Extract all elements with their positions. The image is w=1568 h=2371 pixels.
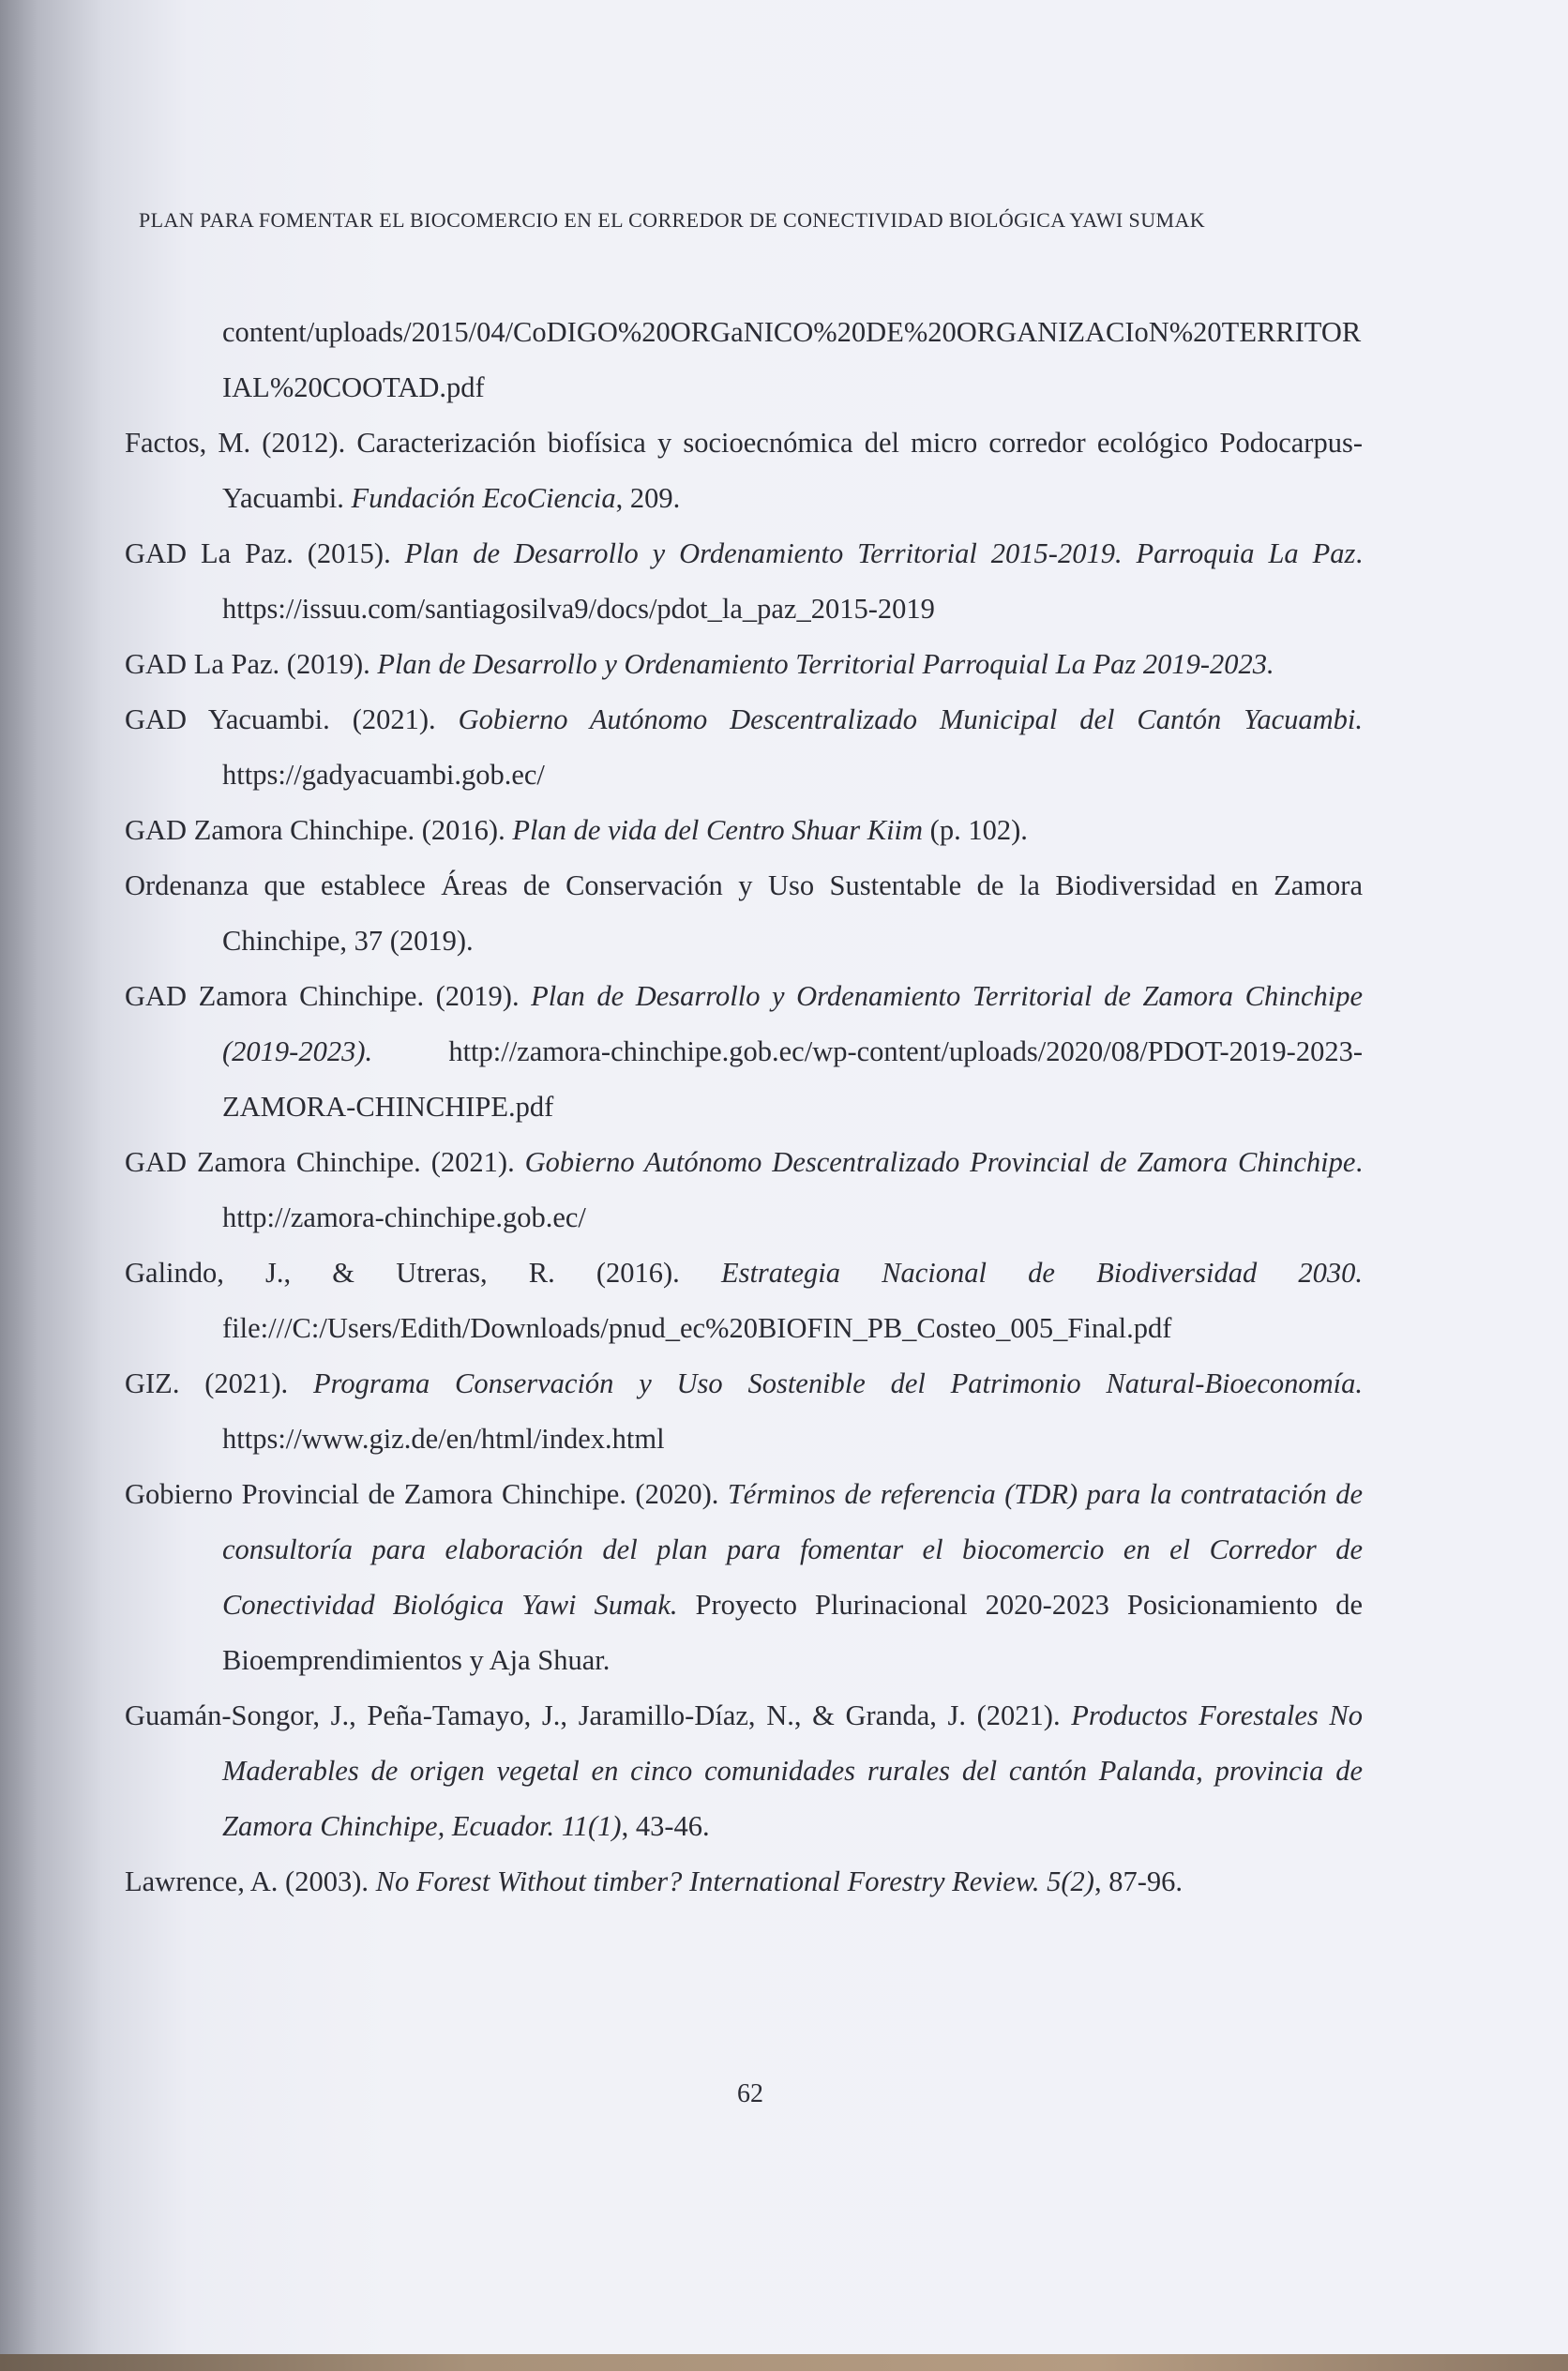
reference-entry (125, 526, 1363, 637)
reference-title: Plan de Desarrollo y Ordenamiento Territorial de Zamora Chinchipe (2019-2023). (222, 980, 1364, 1067)
reference-text: https://www.giz.de/en/html/index.html (222, 1423, 665, 1455)
reference-text: , 87-96. (1093, 1865, 1184, 1897)
reference-title: Gobierno Autónomo Descentralizado Provincial de Zamora Chinchipe (524, 1146, 1356, 1178)
page-number: 62 (737, 2079, 763, 2108)
reference-text: , 43-46. (621, 1810, 710, 1842)
table-surface-edge (0, 2354, 1568, 2371)
reference-entry (125, 305, 1363, 415)
reference-text: https://gadyacuambi.gob.ec/ (222, 759, 545, 791)
reference-text: GAD Zamora Chinchipe. (2019). (125, 980, 532, 1012)
reference-entry (125, 969, 1363, 1135)
reference-text: GAD Zamora Chinchipe. (2021). (125, 1146, 525, 1178)
reference-title: Fundación EcoCiencia (351, 482, 616, 514)
reference-title: Estrategia Nacional de Biodiversidad 2030. (720, 1257, 1363, 1289)
reference-text: GIZ. (2021). (125, 1367, 313, 1399)
reference-list (125, 305, 1363, 1910)
reference-text: , 209. (615, 482, 681, 514)
reference-entry (125, 1688, 1363, 1854)
reference-text: Lawrence, A. (2003). (125, 1865, 376, 1897)
reference-text: content/uploads/2015/04/CoDIGO%20ORGaNICO%20DE%20ORGANIZACIoN%20TERRITORIAL%20COOTAD.pdf (222, 316, 1362, 403)
reference-text: Galindo, J., & Utreras, R. (2016). (125, 1257, 721, 1289)
reference-entry (125, 1854, 1363, 1910)
reference-text: file:///C:/Users/Edith/Downloads/pnud_ec%20BIOFIN_PB_Costeo_005_Final.pdf (222, 1312, 1172, 1344)
reference-title: Gobierno Autónomo Descentralizado Municipal del Cantón Yacuambi. (458, 703, 1363, 735)
reference-title: Productos Forestales No Maderables de origen vegetal en cinco comunidades rurales del cantón Palanda, provincia de Zamora Chinchipe, Ecuador. 11(1) (222, 1699, 1363, 1842)
reference-text: . http://zamora-chinchipe.gob.ec/ (222, 1146, 1364, 1233)
reference-title: Plan de vida del Centro Shuar Kiim (512, 814, 924, 846)
reference-entry (125, 415, 1363, 526)
reference-text: Factos, M. (2012). Caracterización biofísica y socioecnómica del micro corredor ecológico Podocarpus-Yacuambi. (125, 427, 1363, 514)
reference-text: Ordenanza que establece Áreas de Conservación y Uso Sustentable de la Biodiversidad en Zamora Chinchipe, 37 (2019). (125, 869, 1363, 957)
reference-entry (125, 1135, 1363, 1246)
reference-entry (125, 692, 1363, 803)
reference-title: No Forest Without timber? International Forestry Review. 5(2) (375, 1865, 1094, 1897)
reference-text: GAD La Paz. (2019). (125, 648, 378, 680)
reference-entry (125, 1356, 1363, 1467)
reference-title: Plan de Desarrollo y Ordenamiento Territorial Parroquial La Paz 2019-2023. (377, 648, 1274, 680)
reference-text: http://zamora-chinchipe.gob.ec/wp-content/uploads/2020/08/PDOT-2019-2023-ZAMORA-CHINCHIPE.pdf (222, 1035, 1363, 1123)
reference-text: GAD La Paz. (2015). (125, 537, 405, 569)
running-head: PLAN PARA FOMENTAR EL BIOCOMERCIO EN EL CORREDOR DE CONECTIVIDAD BIOLÓGICA YAWI SUMAK (139, 208, 1206, 232)
reference-entry (125, 1246, 1363, 1356)
reference-text: GAD Zamora Chinchipe. (2016). (125, 814, 513, 846)
reference-title: Plan de Desarrollo y Ordenamiento Territorial 2015-2019. Parroquia La Paz (404, 537, 1356, 569)
reference-title: Términos de referencia (TDR) para la contratación de consultoría para elaboración del plan para fomentar el biocomercio en el Corredor de Conectividad Biológica Yawi Sumak. (222, 1478, 1363, 1621)
reference-entry (125, 803, 1363, 858)
reference-entry (125, 858, 1363, 969)
reference-text: Guamán-Songor, J., Peña-Tamayo, J., Jaramillo-Díaz, N., & Granda, J. (2021). (125, 1699, 1072, 1731)
reference-entry (125, 637, 1363, 692)
reference-text: . https://issuu.com/santiagosilva9/docs/pdot_la_paz_2015-2019 (222, 537, 1363, 625)
reference-text: Gobierno Provincial de Zamora Chinchipe. (2020). (125, 1478, 728, 1510)
reference-title: Programa Conservación y Uso Sostenible del Patrimonio Natural-Bioeconomía. (312, 1367, 1363, 1399)
reference-text: GAD Yacuambi. (2021). (125, 703, 459, 735)
reference-entry (125, 1467, 1363, 1688)
reference-text: Proyecto Plurinacional 2020-2023 Posicionamiento de Bioemprendimientos y Aja Shuar. (222, 1589, 1363, 1676)
reference-text: (p. 102). (923, 814, 1028, 846)
